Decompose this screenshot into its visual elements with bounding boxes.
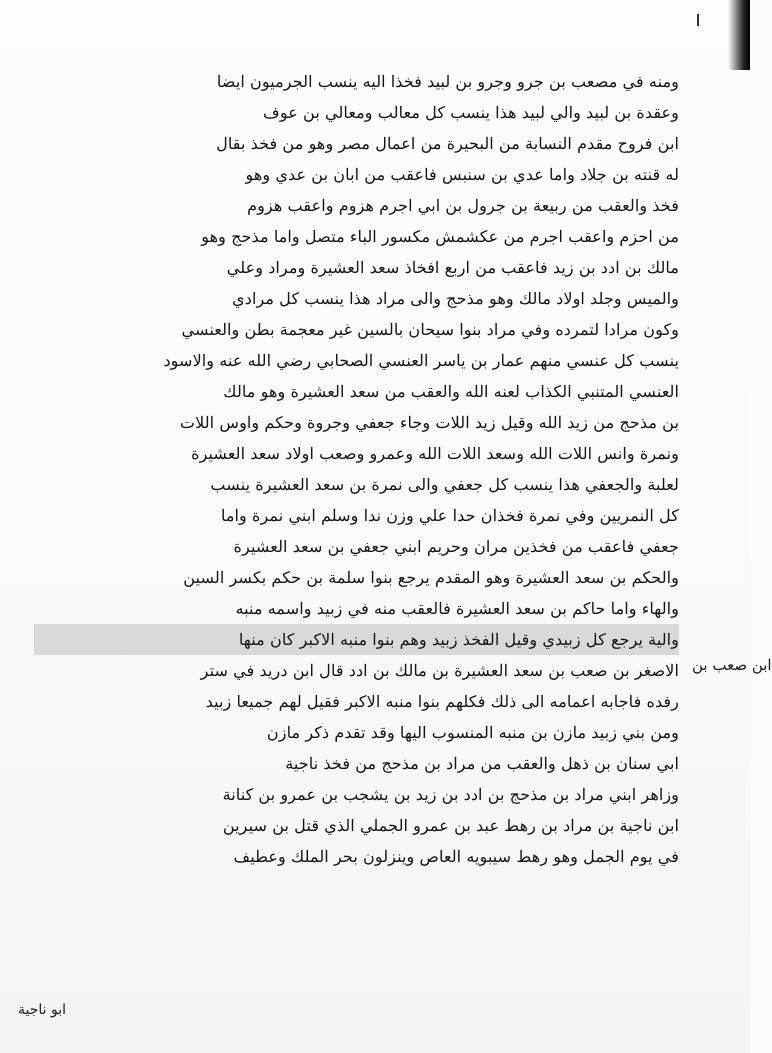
- manuscript-line: له قنته بن جلاد واما عدي بن سنبس فاعقب من ابان بن عدي وهو: [245, 165, 679, 184]
- manuscript-line: مالك بن ادد بن زيد فاعقب من اربع افخاذ سعد العشيرة ومراد وعلي: [226, 258, 679, 277]
- manuscript-line: العنسي المتنبي الكذاب لعنه الله والعقب من سعد العشيرة وهو مالك: [223, 382, 679, 401]
- manuscript-line: كل النمريين وفي نمرة فخذان حدا علي وزن ندا وسلم ابني نمرة واما: [220, 506, 679, 525]
- manuscript-line: ابن فروح مقدم النسابة من البحيرة من اعمال مصر وهو من فخذ بقال: [216, 134, 679, 153]
- margin-note-right: ابن صعب بن: [692, 656, 772, 674]
- margin-note-bottom: ابو ناجية: [18, 1002, 67, 1018]
- page-tick-mark: [697, 14, 699, 26]
- manuscript-line: ينسب كل عنسي منهم عمار بن ياسر العنسي الصحابي رضي الله عنه والاسود: [163, 351, 679, 370]
- manuscript-line: والهاء واما حاكم بن سعد العشيرة فالعقب منه في زبيد واسمه منبه: [235, 599, 679, 618]
- manuscript-line: في يوم الجمل وهو رهط سيبويه العاص وينزلون بحر الملك وعطيف: [233, 847, 679, 866]
- manuscript-line: ومنه في مصعب بن جرو وجرو بن لبيد فخذا اليه ينسب الجرميون ايضا: [216, 72, 679, 91]
- manuscript-line: وكون مرادا لتمرده وفي مراد بنوا سيحان بالسين غير معجمة بطن والعنسي: [181, 320, 679, 339]
- manuscript-line: جعفي فاعقب من فخذين مران وحريم ابني جعفي بن سعد العشيرة: [233, 537, 679, 556]
- manuscript-line: رفده فاجابه اعمامه الى ذلك فكلهم بنوا منبه الاكبر فقيل لهم جميعا زبيد: [205, 692, 679, 711]
- manuscript-line: من احزم واعقب اجرم من عكشمش مكسور الباء متصل واما مذحج وهو: [201, 227, 679, 246]
- manuscript-line: فخذ والعقب من ربيعة بن جرول بن ابي اجرم هزوم واعقب هزوم: [247, 196, 679, 215]
- manuscript-text-block: [34, 66, 679, 872]
- manuscript-line: ابن ناجية بن مراد بن رهط عبد بن عمرو الجملي الذي قتل بن سيرين: [222, 816, 679, 835]
- manuscript-line: وعقدة بن لبيد والي لبيد هذا ينسب كل معالب ومعالي بن عوف: [263, 103, 679, 122]
- manuscript-line: بن مذحج من زيد الله وقيل زيد اللات وجاء جعفي وجروة وحكم واوس اللات: [179, 413, 679, 432]
- scan-corner-shadow: [728, 0, 750, 70]
- manuscript-line: ونمرة وانس اللات الله وسعد اللات الله وعمرو وصعب اولاد سعد العشيرة: [191, 444, 679, 463]
- manuscript-line: لعلبة والجعفي هذا ينسب كل جعفي والى نمرة بن سعد العشيرة ينسب: [210, 475, 679, 494]
- manuscript-line: والميس وجلد اولاد مالك وهو مذحج والى مراد هذا ينسب كل مرادي: [232, 289, 679, 308]
- manuscript-line: الاصغر بن صعب بن سعد العشيرة بن مالك بن ادد قال ابن دريد في ستر: [200, 661, 679, 680]
- manuscript-line: والحكم بن سعد العشيرة وهو المقدم يرجع بنوا سلمة بن حكم بكسر السين: [183, 568, 679, 587]
- manuscript-line: ومن بني زبيد مازن بن منبه المنسوب اليها وقد تقدم ذكر مازن: [266, 723, 679, 742]
- manuscript-line: ابي سنان بن ذهل والعقب من مراد بن مذحج من فخذ ناجية: [285, 754, 679, 773]
- manuscript-line: والية يرجع كل زبيدي وقيل الفخذ زبيد وهم بنوا منبه الاكبر كان منها: [34, 624, 679, 655]
- manuscript-line: وزاهر ابني مراد بن مذحج بن ادد بن زيد بن يشجب بن عمرو بن كنانة: [222, 785, 679, 804]
